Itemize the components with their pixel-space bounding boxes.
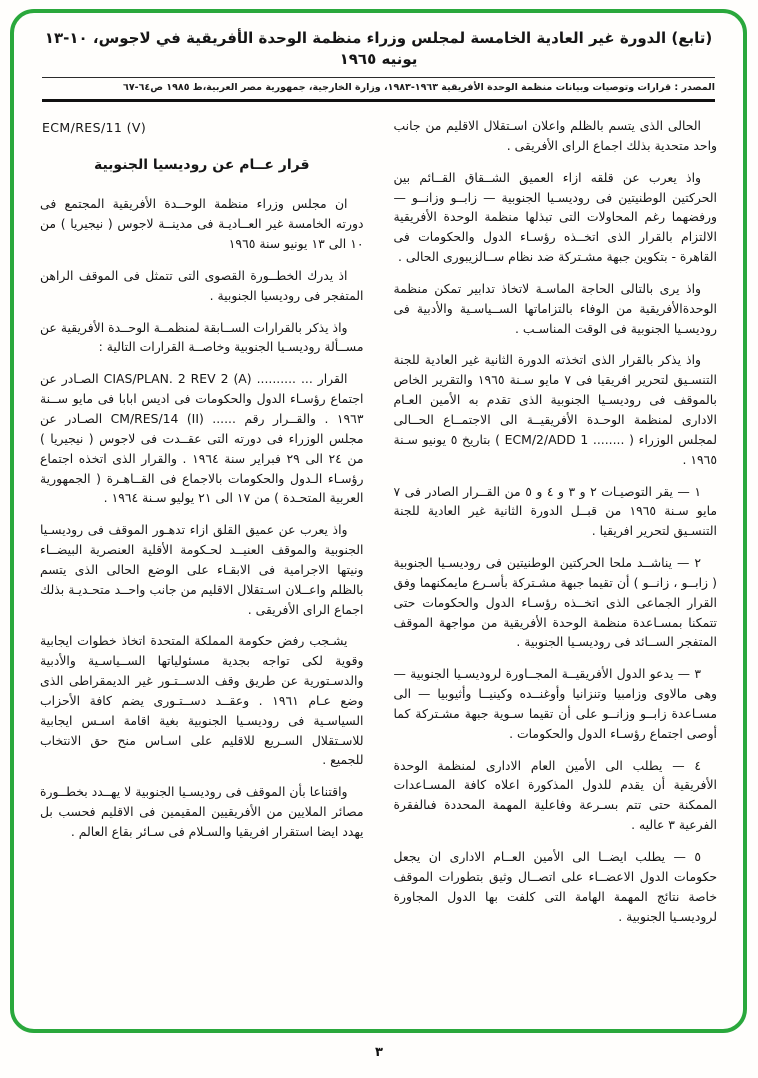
document-reference: ECM/RES/11 (V) <box>42 120 147 135</box>
paragraph: ١ — يقر التوصيـات ٢ و ٣ و ٤ و ٥ من القــرار الصادر فى ٧ مايو سـنة ١٩٦٥ من قبــل الدورة الثانية غير العادية للجنة التنسـيق لتحرير افريقيا . <box>393 483 717 539</box>
paragraph: ٥ — يطلب ايضــا الى الأمين العــام الادارى ان يجعل حكومات الدول الاعضــاء على اتصــال وثيق بتطورات الموقف خاصة نتائج المهمة الهامة التى كلفت بها الدول المجاورة لروديسـيا الجنوبية . <box>393 849 717 924</box>
resolution-heading: قرار عــام عن روديسيا الجنوبية <box>93 157 310 173</box>
left-column <box>40 116 364 854</box>
paragraph: ٤ — يطلب الى الأمين العام الادارى لمنظمة الوحدة الأفريقية أن يقدم للدول المذكورة اعلاه كافة المسـاعدات الممكنة حتى تتم بسـرعة وفاعلية المهمة المحددة فىالفقرة الفرعية ٣ عاليه . <box>393 757 717 833</box>
paragraph: ٢ — يناشــد ملحا الحركتين الوطنيتين فى روديسـيا الجنوبية ( زابــو ، زانــو ) أن تقيما جبهة مشـتركة بأسـرع مايمكنهما وفق القرار الجماعى الذى اتخــذه رؤسـاء الدول والحكومات حتى تتمكنا بمسـاعدة منظمة الوحدة الأفريقية من مواجهة الموقف المتفجر الســائد فى روديسـيا الجنوبية . <box>393 555 717 650</box>
paragraph: واذ يذكر بالقرار الذى اتخذته الدورة الثانية غير العادية للجنة التنسـيق لتحرير افريقيا فى ٧ مايو سـنة ١٩٦٥ والتقرير الخاص بالموقف فى روديسـيا الجنوبية الذى تقدم به الأمين العـام الادارى لمنظمة الوحـدة الأفريقيــة الى الاجتمــاع الحــالى لمجلس الوزراء ( ........ ECM/2/ADD 1 ) بتاريخ ٥ يونيو سـنة ١٩٦٥ . <box>393 352 718 467</box>
paragraph: القرار ... .......... CIAS/PLAN. 2 REV 2 (A) الصـادر عن اجتماع رؤسـاء الدول والحكومات فى اديس ابابا فى مايو ســنة ١٩٦٣ . والقــرار رقم ...... CM/RES/14 (II) الصـادر عن مجلس الوزراء فى دورته التى عقــدت فى لاجوس ( نيجيريا ) من ٢٤ الى ٢٩ فبراير سنة ١٩٦٤ . والقرار الذى اتخذه اجتماع رؤسـاء الـدول والحكومات بالاجماع فى القــاهـرة ( الجمهورية العربية المتحـدة ) من ١٧ الى ٢١ يوليو سـنة ١٩٦٤ . <box>40 371 364 506</box>
paragraph: يشـجب رفض حكومة المملكة المتحدة اتخاذ خطوات ايجابية وقوية لكى تواجه بجدية مسئولياتها الســياسـية والأدبية والدسـتورية عن طريق وقف الدســتـور غير الديمقراطى الذى وضع عـام ١٩٦١ . وعقــد دســتـورى يضم كافة الأحزاب السياسـية فى روديسـيا الجنوبية بغية اقامة اسـس ايجابية للاسـتقلال السـريع للاقليم على اسـاس منح حق الانتخاب للجميع . <box>40 633 364 768</box>
paragraph: ٣ — يدعو الدول الأفريقيــة المجــاورة لروديسـيا الجنوبية — وهى مالاوى وزامبيا وتنزانيا وأوغنــده وكينيــا وأثيوبيا — الى مسـاعدة زابــو وزانــو على أن تقيما سـوية جبهة مشـتركة كما أوصى اجتماع رؤسـاء الدول والحكومات . <box>393 666 717 741</box>
paragraph: واذ يذكر بالقرارات الســابقة لمنظمــة الوحــدة الأفريقية عن مســألة روديسـيا الجنوبية وخاصــة القرارات التالية : <box>40 319 364 355</box>
paragraph: اذ يدرك الخطــورة القصوى التى تتمثل فى الموقف الراهن المتفجر فى روديسيا الجنوبية . <box>40 267 364 303</box>
paragraph: واذ يرى بالتالى الحاجة الماسـة لاتخاذ تدابير تمكن منظمة الوحدةالأفريقية من الوفاء بالتزاماتها الســياسـية والأدبية فى روديسـيا الجنوبية فى الوقت المناسـب . <box>393 280 717 336</box>
header-divider-thick <box>42 99 715 102</box>
page-header <box>40 28 717 102</box>
paragraph: واذ يعرب عن عميق القلق ازاء تدهـور الموقف فى روديسـيا الجنوبية والموقف العنيــد لحـكومة الأقلية العنصرية البيضــاء ونيتها الاجرامية فى الابقـاء على الوضع الحالى الذى يتسم بالظلم واعــلان اسـتقلال الاقليم من جانب واحــد متحـديـة بذلك اجماع الراى الأفريقى . <box>40 522 364 617</box>
page-border-frame <box>10 9 747 1033</box>
source-line: المصدر : قرارات وتوصيات وبيانات منظمة الوحدة الأفريقية ١٩٦٣-١٩٨٣، وزارة الخارجية، جمهورية مصر العربية،ط ١٩٨٥ ص٦٤-٦٧ <box>123 82 715 93</box>
paragraph: ان مجلس وزراء منظمة الوحــدة الأفريقية المجتمع فى دورته الخامسة غير العــاديـة فى مدينــة لاجوس ( نيجيريا ) من ١٠ الى ١٣ يونيو سنة ١٩٦٥ <box>40 196 364 252</box>
document-columns <box>40 116 717 938</box>
page-title: (تابع) الدورة غير العادية الخامسة لمجلس وزراء منظمة الوحدة الأفريقية في لاجوس، ١٠-١٣ يونيه ١٩٦٥ <box>44 29 713 68</box>
paragraph: واذ يعرب عن قلقه ازاء العميق الشــقاق القــائم بين الحركتين الوطنيتين فى روديسـيا الجنوبية — زابــو وزانــو — ورفضهما رغم المحاولات التى تبذلها منظمة الوحدة الأفريقية الالتزام بالقرار الذى اتخــذه رؤسـاء الدول والحكومات فى القاهرة - بتكوين جبهة مشـتركة ضد نظام ســالزيبورى الحالى . <box>393 169 717 265</box>
paragraph: واقتناعا بأن الموقف فى روديسـيا الجنوبية لا يهــدد بخطــورة مصائر الملايين من الأفريقيين المقيمين فى الاقليم فحسب بل يهدد ايضا استقرار افريقيا والسـلام فى سـائر بقاع العالم . <box>40 784 364 840</box>
right-column <box>394 116 718 938</box>
page-number: ٣ <box>375 1045 383 1060</box>
paragraph: الحالى الذى يتسم بالظلم واعلان اسـتقلال الاقليم من جانب واحد متحدية بذلك اجماع الراى الأفريقى . <box>393 118 717 153</box>
header-divider-thin <box>42 77 715 78</box>
